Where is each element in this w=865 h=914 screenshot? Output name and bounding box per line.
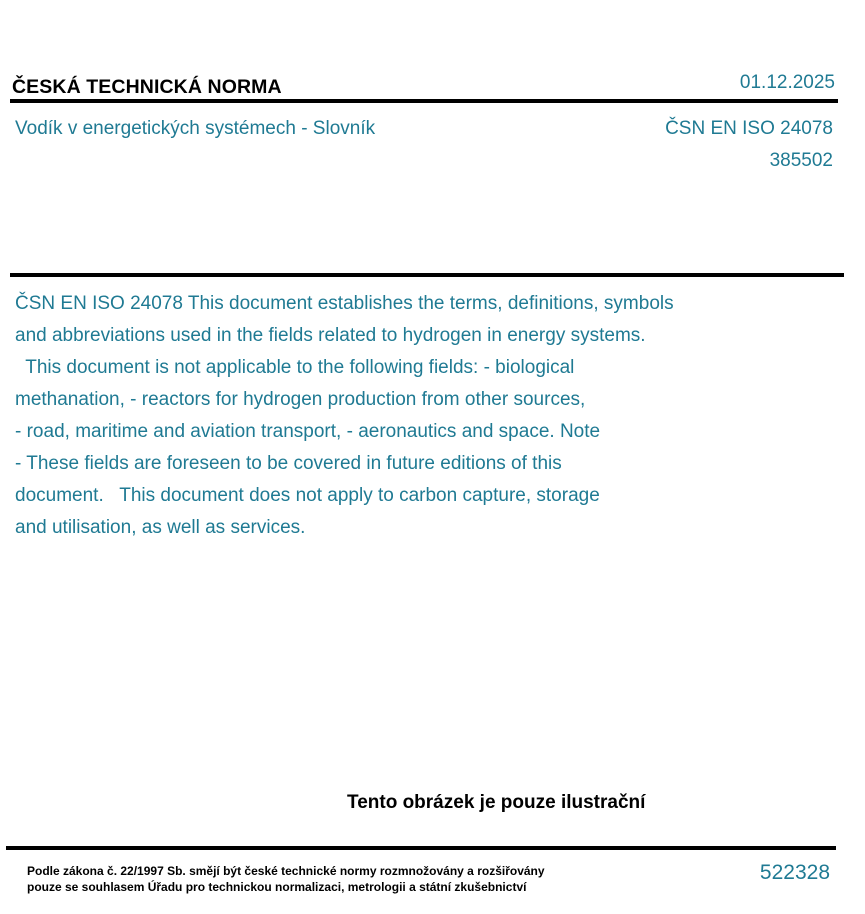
abstract-line: This document is not applicable to the following fields: - biological (15, 357, 575, 378)
standard-heading: ČESKÁ TECHNICKÁ NORMA (12, 76, 282, 98)
document-id: 522328 (759, 861, 830, 884)
abstract-line: and utilisation, as well as services. (15, 517, 306, 538)
abstract-line: ČSN EN ISO 24078 This document establishes the terms, definitions, symbols (15, 293, 674, 314)
abstract-line: and abbreviations used in the fields related to hydrogen in energy systems. (15, 325, 646, 346)
illustrative-note: Tento obrázek je pouze ilustrační (347, 792, 646, 813)
abstract-line: document. This document does not apply to carbon capture, storage (15, 485, 600, 506)
middle-divider (10, 273, 844, 277)
top-divider (10, 99, 838, 103)
document-title: Vodík v energetických systémech - Slovník (15, 118, 376, 139)
abstract-text (15, 288, 775, 544)
publication-date: 01.12.2025 (739, 72, 835, 93)
legal-notice (27, 863, 545, 895)
abstract-line: methanation, - reactors for hydrogen production from other sources, (15, 389, 586, 410)
standard-code: ČSN EN ISO 24078 (665, 118, 833, 139)
abstract-line: - road, maritime and aviation transport, - aeronautics and space. Note (15, 421, 601, 442)
bottom-divider (6, 846, 836, 850)
classification-number: 385502 (769, 150, 833, 171)
abstract-line: - These fields are foreseen to be covered in future editions of this (15, 453, 562, 474)
legal-notice-line: Podle zákona č. 22/1997 Sb. smějí být české technické normy rozmnožovány a rozšiřovány (27, 864, 545, 878)
legal-notice-line: pouze se souhlasem Úřadu pro technickou normalizaci, metrologii a státní zkušebnictví (27, 880, 527, 894)
